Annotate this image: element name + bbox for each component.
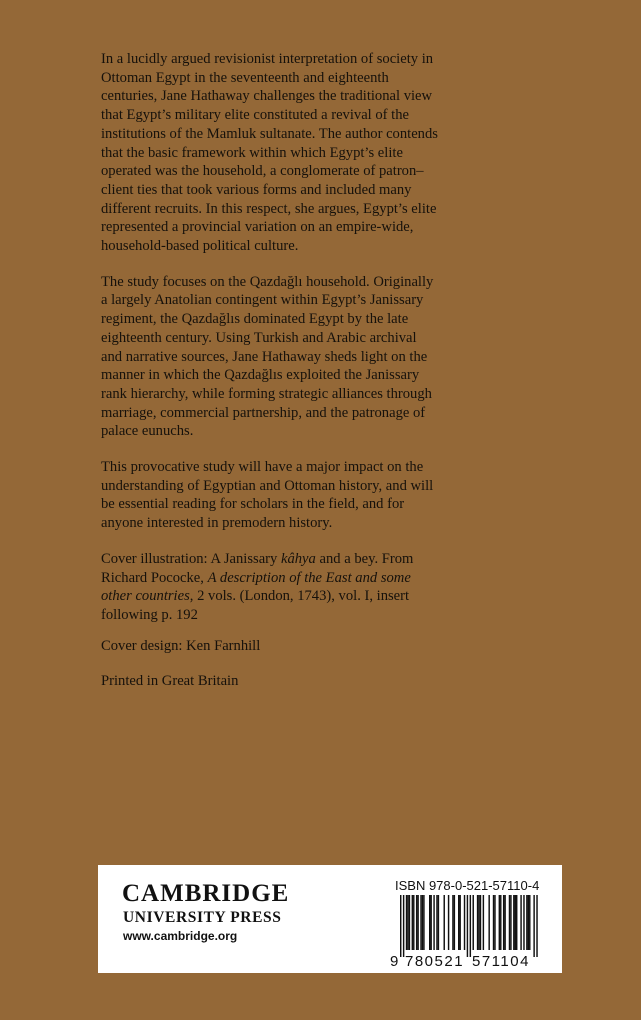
barcode-bar	[444, 895, 445, 950]
credit-book-title: A description of the East and some other countries	[101, 569, 411, 605]
barcode-bar	[533, 895, 534, 957]
barcode-bar	[467, 895, 468, 957]
printed-in-credit: Printed in Great Britain	[101, 673, 239, 690]
barcode-bar	[515, 895, 516, 950]
publisher-barcode-panel	[98, 865, 562, 973]
barcode-bar	[423, 895, 424, 950]
barcode-bar	[494, 895, 495, 950]
blurb-paragraph-3: This provocative study will have a major impact on the understanding of Egyptian and Ottoman history, and will be essential reading for scholars in the field, and for anyone interested in premodern history.	[101, 459, 434, 532]
barcode-digits-right: 571104	[472, 953, 530, 968]
barcode-bar	[473, 895, 474, 950]
barcode-bar	[448, 895, 449, 950]
barcode-bar	[454, 895, 455, 950]
barcode-bar	[526, 895, 527, 950]
barcode-bar	[477, 895, 478, 950]
barcode-bar	[407, 895, 408, 950]
barcode-bar	[500, 895, 501, 950]
barcode-bar	[520, 895, 521, 950]
barcode-bar	[503, 895, 504, 950]
barcode-bar	[459, 895, 460, 950]
barcode-bar	[412, 895, 413, 950]
credit-mid: and a bey. From Richard Pococke,	[101, 550, 414, 586]
barcode-bar	[422, 895, 423, 950]
isbn-barcode	[388, 895, 548, 968]
barcode-bar	[409, 895, 410, 950]
barcode-bar	[483, 895, 484, 950]
credit-suffix: , 2 vols. (London, 1743), vol. I, insert following p. 192	[101, 588, 410, 623]
barcode-bar	[499, 895, 500, 950]
barcode-bar	[509, 895, 510, 950]
publisher-name: CAMBRIDGE	[122, 880, 290, 907]
barcode-bar	[406, 895, 407, 950]
barcode-bar	[536, 895, 537, 957]
barcode-bar	[433, 895, 434, 950]
barcode-bars	[400, 895, 538, 957]
barcode-bar	[452, 895, 453, 950]
barcode-bar	[429, 895, 430, 950]
isbn-label: ISBN 978-0-521-57110-4	[395, 878, 540, 893]
barcode-bar	[430, 895, 431, 950]
barcode-bar	[516, 895, 517, 950]
barcode-digits-left: 780521	[405, 953, 465, 968]
barcode-bar	[413, 895, 414, 950]
barcode-bar	[403, 895, 404, 957]
publisher-url[interactable]: www.cambridge.org	[123, 929, 238, 943]
barcode-bar	[478, 895, 479, 950]
blurb-paragraph-2: The study focuses on the Qazdağlı household. Originally a largely Anatolian contingent within Egypt’s Janissary regiment, the Qazdağlıs dominated Egypt by the late eighteenth century. Using Turkish and Arabic archival and narrative sources, Jane Hathaway sheds light on the manner in which the Qazdağlıs exploited the Janissary rank hierarchy, while forming strategic alliances through marriage, commercial partnership, and the patronage of palace eunuchs.	[101, 273, 434, 440]
back-cover-blurb	[101, 50, 441, 708]
barcode-bar	[436, 895, 437, 950]
barcode-bar	[464, 895, 465, 950]
barcode-bar	[458, 895, 459, 950]
credit-prefix: Cover illustration: A Janissary	[101, 550, 281, 567]
blurb-paragraph-1: In a lucidly argued revisionist interpretation of society in Ottoman Egypt in the seventeenth and eighteenth centuries, Jane Hathaway challenges the traditional view that Egypt’s military elite constituted a revival of the institutions of the Mamluk sultanate. The author contends that the basic framework within which Egypt’s elite operated was the household, a conglomerate of patron–client ties that took various forms and included many different recruits. In this respect, she argues, Egypt’s elite represented a provincial variation on an empire-wide, household-based political culture.	[101, 51, 438, 255]
barcode-bar	[400, 895, 401, 957]
barcode-bar	[438, 895, 439, 950]
barcode-bar	[528, 895, 529, 950]
barcode-bar	[470, 895, 471, 957]
barcode-bar	[416, 895, 417, 950]
barcode-bar	[420, 895, 421, 950]
barcode-bar	[513, 895, 514, 950]
cover-design-credit: Cover design: Ken Farnhill	[101, 637, 261, 654]
credit-term: kâhya	[280, 550, 316, 567]
cover-illustration-credit	[101, 550, 441, 625]
barcode-bar	[529, 895, 530, 950]
barcode-bar	[493, 895, 494, 950]
barcode-bar	[510, 895, 511, 950]
publisher-subname: UNIVERSITY PRESS	[123, 909, 282, 926]
barcode-digit-lead: 9	[390, 953, 399, 968]
barcode-bar	[504, 895, 505, 950]
barcode-bar	[523, 895, 524, 950]
barcode-bar	[488, 895, 489, 950]
barcode-bar	[480, 895, 481, 950]
barcode-bar	[417, 895, 418, 950]
